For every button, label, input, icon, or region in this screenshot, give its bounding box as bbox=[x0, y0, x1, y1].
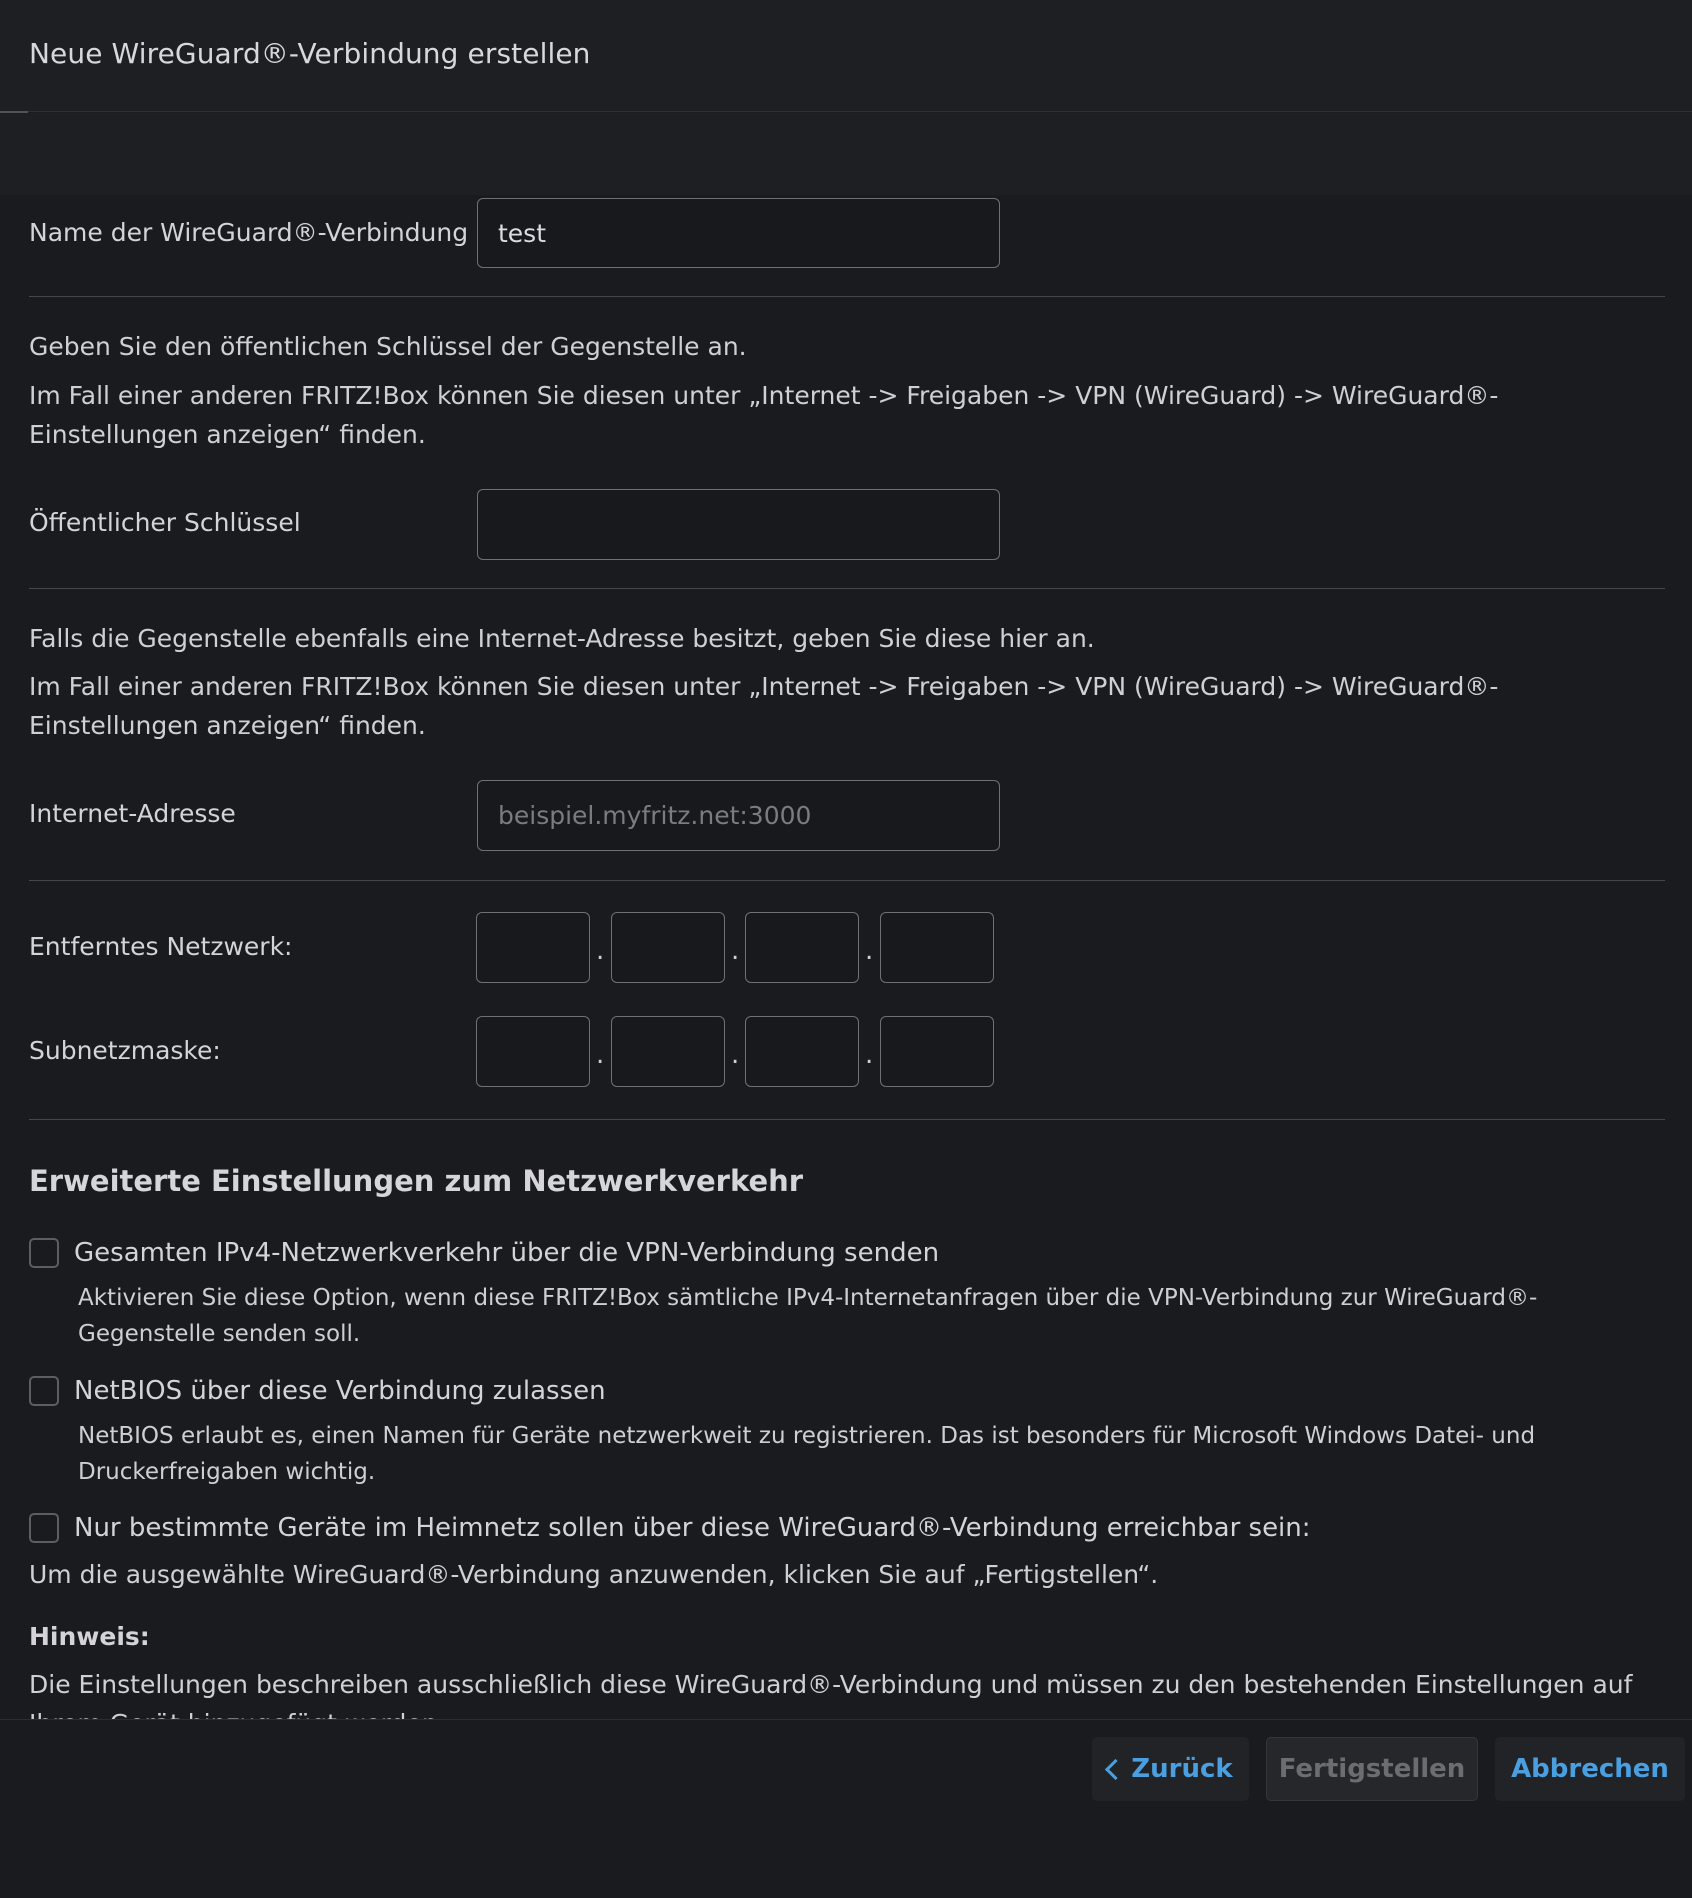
all-ipv4-traffic-label[interactable]: Gesamten IPv4-Netzwerkverkehr über die VPN-Verbindung senden bbox=[74, 1238, 940, 1268]
octet-separator: . bbox=[865, 1040, 874, 1070]
subnet-mask-octet-2[interactable] bbox=[611, 1016, 725, 1087]
remote-network-label: Entferntes Netzwerk: bbox=[29, 932, 293, 961]
divider bbox=[29, 880, 1665, 881]
public-key-help: Im Fall einer anderen FRITZ!Box können Sie diesen unter „Internet -> Freigaben -> VPN (WireGuard) -> WireGuard®-Einstellungen anzeigen“ finden. bbox=[29, 381, 1499, 449]
octet-separator: . bbox=[865, 936, 874, 966]
remote-network-octet-1[interactable] bbox=[476, 912, 590, 983]
internet-address-label: Internet-Adresse bbox=[29, 799, 236, 828]
divider bbox=[29, 588, 1665, 589]
subnet-mask-octet-4[interactable] bbox=[880, 1016, 994, 1087]
netbios-label[interactable]: NetBIOS über diese Verbindung zulassen bbox=[74, 1376, 606, 1406]
public-key-input[interactable] bbox=[477, 489, 1000, 560]
divider bbox=[29, 296, 1665, 297]
octet-separator: . bbox=[731, 1040, 740, 1070]
dialog-content[interactable] bbox=[0, 195, 1692, 1719]
back-button-label: Zurück bbox=[1131, 1754, 1233, 1784]
internet-address-input[interactable] bbox=[477, 780, 1000, 851]
hint-title: Hinweis: bbox=[29, 1622, 150, 1651]
hint-text: Die Einstellungen beschreiben ausschließlich diese WireGuard®-Verbindung und müssen zu den bestehenden Einstellungen auf bbox=[29, 1670, 1633, 1699]
remote-network-octet-4[interactable] bbox=[880, 912, 994, 983]
chevron-left-icon bbox=[1105, 1759, 1126, 1780]
remote-network-octet-3[interactable] bbox=[745, 912, 859, 983]
subnet-mask-octet-1[interactable] bbox=[476, 1016, 590, 1087]
public-key-intro: Geben Sie den öffentlichen Schlüssel der Gegenstelle an. bbox=[29, 332, 747, 361]
dialog-header bbox=[0, 0, 1692, 112]
finish-button[interactable]: Fertigstellen bbox=[1266, 1737, 1478, 1801]
octet-separator: . bbox=[731, 936, 740, 966]
netbios-checkbox[interactable] bbox=[29, 1376, 59, 1406]
remote-network-octet-2[interactable] bbox=[611, 912, 725, 983]
bottom-area bbox=[0, 1814, 1692, 1898]
subnet-mask-label: Subnetzmaske: bbox=[29, 1036, 221, 1065]
specific-devices-label[interactable]: Nur bestimmte Geräte im Heimnetz sollen über diese WireGuard®-Verbindung erreichbar sein: bbox=[74, 1513, 1311, 1543]
all-ipv4-traffic-checkbox[interactable] bbox=[29, 1238, 59, 1268]
dialog-footer bbox=[0, 1719, 1692, 1814]
public-key-label: Öffentlicher Schlüssel bbox=[29, 508, 301, 537]
octet-separator: . bbox=[596, 1040, 605, 1070]
apply-instruction: Um die ausgewählte WireGuard®-Verbindung anzuwenden, klicken Sie auf „Fertigstellen“. bbox=[29, 1560, 1159, 1589]
divider bbox=[29, 1119, 1665, 1120]
cancel-button[interactable]: Abbrechen bbox=[1495, 1737, 1685, 1801]
specific-devices-checkbox[interactable] bbox=[29, 1513, 59, 1543]
connection-name-input[interactable] bbox=[477, 198, 1000, 268]
internet-address-help: Im Fall einer anderen FRITZ!Box können Sie diesen unter „Internet -> Freigaben -> VPN (WireGuard) -> WireGuard®-Einstellungen anzeigen“ finden. bbox=[29, 672, 1499, 740]
advanced-settings-heading: Erweiterte Einstellungen zum Netzwerkverkehr bbox=[29, 1164, 804, 1198]
octet-separator: . bbox=[596, 936, 605, 966]
subnet-mask-octet-3[interactable] bbox=[745, 1016, 859, 1087]
back-button[interactable] bbox=[1092, 1737, 1249, 1801]
internet-address-intro: Falls die Gegenstelle ebenfalls eine Internet-Adresse besitzt, geben Sie diese hier an. bbox=[29, 624, 1095, 653]
all-ipv4-traffic-description: Aktivieren Sie diese Option, wenn diese FRITZ!Box sämtliche IPv4-Internetanfragen über die VPN-Verbindung zur WireGuard®-Gegenstelle senden soll. bbox=[78, 1285, 1538, 1347]
dialog-title: Neue WireGuard®-Verbindung erstellen bbox=[29, 37, 591, 70]
connection-name-label: Name der WireGuard®-Verbindung bbox=[29, 218, 469, 247]
netbios-description: NetBIOS erlaubt es, einen Namen für Geräte netzwerkweit zu registrieren. Das ist besonders für Microsoft Windows Datei- und Druckerfreigaben wichtig. bbox=[78, 1423, 1536, 1485]
header-spacer bbox=[0, 113, 1692, 195]
